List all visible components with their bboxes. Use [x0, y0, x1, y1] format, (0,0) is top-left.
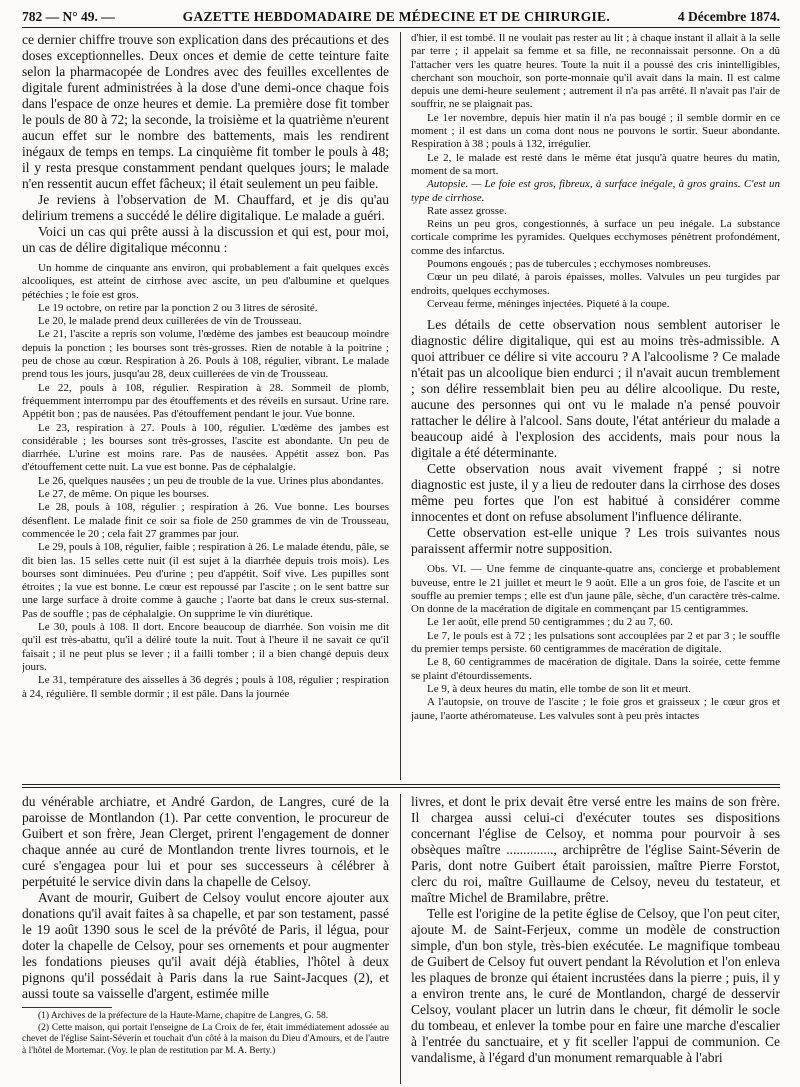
observation-line: Le 29, pouls à 108, régulier, faible ; respiration à 26. Le malade étendu, pâle, se dit bien las. 15 selles cette nuit (il est sujet à la diarrhée depuis trois mois). Les bourses sont diminuées. Peu d'urine ; peu d'appétit. Soif vive. Les pupilles sont étroites ; la vue est bonne. Le cœur est repoussé par l'ascite ; on le sent battre sur une large surface à droite comme à gauche ; l'aorte bat dans le creux sus-sternal. Pas de souffle ; pas de céphalalgie. On supprime le vin diurétique.	[22, 541, 389, 620]
paragraph: du vénérable archiatre, et André Gardon, de Langres, curé de la paroisse de Montlandon (1). Par cette convention, le procureur de Guibert et son frère, Jean Clerget, prirent l'engagement de donner chaque année au curé de Montlandon trente livres tournois, et le curé s'engagea pour lui et pour ses successeurs à célébrer à perpétuité le service divin dans la chapelle de Celsoy.	[22, 794, 389, 889]
paragraph: ce dernier chiffre trouve son explication dans des précautions et des doses exceptionnelles. Deux onces et demie de cette teinture faite selon la pharmacopée de Londres avec des feuilles excellentes de digitale furent administrées à la dose d'une demi-once chaque fois dans l'espace de onze heures et demie. La première dose fit tomber le pouls de 80 à 72; la seconde, la troisième et la quatrième n'eurent aucun effet sur le nombre des battements, mais les rendirent inégaux de temps en temps. La cinquième fit tomber le pouls à 48; il y resta presque constamment pendant quelques jours; le malade n'en ressentit aucun effet fâcheux; il était seulement un peu faible.	[22, 32, 389, 191]
feuilleton-rule	[22, 787, 780, 788]
observation-line: Le 19 octobre, on retire par la ponction 2 ou 3 litres de sérosité.	[38, 301, 318, 314]
paragraph: Cette observation est-elle unique ? Les trois suivantes nous paraissent affermir notre supposition.	[411, 525, 780, 557]
feuilleton-rule	[22, 784, 780, 785]
observation-line: Rate assez grosse.	[427, 204, 507, 217]
autopsy-line: Autopsie. — Le foie est gros, fibreux, à surface inégale, à gros grains. C'est un type de cirrhose.	[411, 178, 780, 204]
column-divider	[400, 794, 401, 1084]
observation-line: Le 1er novembre, depuis hier matin il n'a pas bougé ; il semble dormir en ce moment ; il est dans un coma dont nous ne pouvons le sortir. Sueur abondante. Respiration à 38 ; pouls à 132, irrégulier.	[411, 111, 780, 151]
observation-line: Poumons engoués ; pas de tubercules ; ecchymoses nombreuses.	[427, 258, 711, 271]
journal-title: GAZETTE HEBDOMADAIRE DE MÉDECINE ET DE CHIRURGIE.	[182, 9, 611, 24]
observation-line: Le 9, à deux heures du matin, elle tombe de son lit et meurt.	[427, 682, 691, 695]
paragraph: Les détails de cette observation nous semblent autoriser le diagnostic délire digitalique, qui est au moins très-admissible. A quoi attribuer ce délire si vite accouru ? A l'alcoolisme ? Ce malade n'était pas un alcoolique bien endurci ; il n'avait aucun tremblement ; son délire ressemblait bien peu au délire alcoolique. Du reste, aucune des personnes qui ont vu le malade n'a pensé pouvoir rattacher le délire à l'alcool. Sans doute, l'état antérieur du malade a beaucoup aidé à l'explosion des accidents, mais pour nous la digitale a été déterminante.	[411, 317, 780, 461]
bottom-right-column	[411, 794, 780, 1084]
observation-line: Le 20, le malade prend deux cuillerées de vin de Trousseau.	[38, 315, 302, 328]
observation-line: Le 26, quelques nausées ; un peu de trouble de la vue. Urines plus abondantes.	[38, 474, 384, 487]
column-divider	[400, 32, 401, 780]
newspaper-page	[22, 0, 780, 1087]
observation-line: Un homme de cinquante ans environ, qui probablement a fait quelques excès alcooliques, est atteint de cirrhose avec ascite, un peu d'albumine et quelques pétéchies ; le foie est gros.	[22, 262, 389, 301]
observation-line: Le 2, le malade est resté dans le même état jusqu'à quatre heures du matin, moment de sa mort.	[411, 151, 780, 177]
footnote: (2) Cette maison, qui portait l'enseigne de La Croix de fer, était immédiatement adossée au chevet de l'église Saint-Séverin et touchait d'un côté à la maison du Dieu d'Amours, et de l'autre à l'hôtel de Mortemar. (Voy. le plan de restitution par M. A. Berty.)	[22, 1022, 389, 1056]
paragraph: livres, et dont le prix devait être versé entre les mains de son frère. Il chargea aussi celui-ci d'exécuter toutes ses dispositions concernant l'église de Celsoy, et nomma pour pourvoir à ses obsèques maître .............., archiprêtre de l'église Saint-Séverin de Paris, dont notre Guibert était paroissien, maître Pierre Forstot, clerc du roi, maître Guillaume de Celsoy, neveu du testateur, et maître Michel de Bramilabre, prêtre.	[411, 794, 780, 905]
observation-block	[411, 32, 780, 311]
page-header	[22, 3, 780, 25]
paragraph: Je reviens à l'observation de M. Chauffard, et je dis qu'au delirium tremens a succédé le délire digitalique. Le malade a guéri.	[22, 192, 389, 223]
footnote-rule	[22, 1007, 112, 1008]
top-left-column	[22, 32, 389, 780]
observation-line: Le 23, respiration à 27. Pouls à 100, régulier. L'œdème des jambes est considérable ; les bourses sont très-grosses, l'ascite est abondante. Un peu de diarrhée. L'urine est moins rare. Pas de nausées. Appétit assez bon. Pas d'étouffement cette nuit. La vue est bonne. Pas de céphalalgie.	[22, 421, 389, 474]
observation-line: Le 27, de même. On pique les bourses.	[38, 488, 210, 501]
observation-line: Cerveau ferme, méninges injectées. Piqueté à la coupe.	[427, 297, 670, 310]
observation-line: Le 31, température des aisselles à 36 degrés ; pouls à 108, régulier ; respiration à 24, régulière. Il semble dormir ; il est pâle. Dans la journée	[22, 674, 389, 700]
observation-line: Le 28, pouls à 108, régulier ; respiration à 26. Vue bonne. Les bourses désenflent. Le malade finit ce soir sa fiole de 250 grammes de vin de Trousseau, commencée le 20 ; cela fait 27 grammes par jour.	[22, 501, 389, 540]
observation-line: Le 8, 60 centigrammes de macération de digitale. Dans la soirée, cette femme se plaint d'étourdissements.	[411, 656, 780, 682]
observation-vi-block	[411, 563, 780, 723]
observation-line: d'hier, il est tombé. Il ne voulait pas rester au lit ; à chaque instant il allait à la selle par terre ; il appelait sa femme et sa fille, ne reconnaissait personne. On a dû l'attacher vers les quatre heures. Toute la nuit il a poussé des cris inintelligibles, cherchant son mouchoir, son porte-monnaie qu'il avait dans la main. Il est calme depuis une demi-heure seulement ; autrement il n'a pas arrêté. Il n'avait pas l'air de souffrir, ne se plaignait pas.	[411, 32, 780, 111]
observation-line: Le 7, le pouls est à 72 ; les pulsations sont accouplées par 2 et par 3 ; le souffle du premier temps persiste. 60 centigrammes de macération de digitale.	[411, 629, 780, 656]
observation-line: Le 21, l'ascite a repris son volume, l'œdème des jambes est beaucoup moindre depuis la ponction ; les bourses sont très-grosses. Rien de notable à la poitrine ; peu de chose au cœur. Respiration à 26. Pouls à 108, régulier, vibrant. Le malade prend tous les jours, jusqu'au 28, deux cuillerées de vin de Trousseau.	[22, 328, 389, 381]
issue-date: 4 Décembre 1874.	[677, 9, 780, 24]
observation-line: Le 22, pouls à 108, régulier. Respiration à 28. Sommeil de plomb, fréquemment interrompu par des étouffements et des réveils en sursaut. Urine rare. Appétit bon ; pas de nausées. Pas d'étouffement pendant le jour. Vue bonne.	[22, 381, 389, 421]
paragraph: Cette observation nous avait vivement frappé ; si notre diagnostic est juste, il y a lieu de redouter dans la cirrhose des doses même peu fortes que l'on est habitué à considérer comme innocentes et dont on refuse absolument l'influence délirante.	[411, 461, 780, 525]
header-rule	[22, 27, 780, 28]
top-right-column	[411, 32, 780, 780]
page-number: 782 — N° 49. —	[22, 9, 115, 24]
paragraph: Voici un cas qui prête aussi à la discussion et qui est, pour moi, un cas de délire digitalique méconnu :	[22, 224, 389, 255]
observation-line: Le 30, pouls à 108. Il dort. Encore beaucoup de diarrhée. Son voisin me dit qu'il est très-abattu, qu'il a déliré toute la nuit. Tout à l'heure il ne savait ce qu'il faisait ; il ne peut plus se lever ; il a failli tomber ; il a bien changé depuis deux jours.	[22, 621, 389, 673]
paragraph: Telle est l'origine de la petite église de Celsoy, que l'on peut citer, ajoute M. de Saint-Ferjeux, comme un modèle de construction simple, d'un bon style, très-bien exécutée. Le magnifique tombeau de Guibert de Celsoy fut ouvert pendant la Révolution et l'on enleva les plaques de bronze qui étaient incrustées dans la pierre ; puis, il y a environ trente ans, le curé de Montlandon, chargé de desservir Celsoy, voulant placer un lutrin dans le chœur, fit démolir le socle du tombeau, et enlever la tombe pour en faire une marche d'escalier à l'entrée du sanctuaire, et y fit sceller l'appui de communion. Ce vandalisme, à l'égard d'un monument remarquable à l'abri	[411, 906, 780, 1065]
observation-line: A l'autopsie, on trouve de l'ascite ; le foie gros et graisseux ; le cœur gros et jaune, l'aorte athéromateuse. Les valvules sont à peu près intactes	[411, 696, 780, 722]
bottom-left-column	[22, 794, 389, 1084]
observation-line: Obs. VI. — Une femme de cinquante-quatre ans, concierge et probablement buveuse, entre le 21 juillet et meurt le 9 août. Elle a un gros foie, de l'ascite et un souffle au premier temps ; elle est d'un jaune pâle, sèche, d'un caractère très-calme. On donne de la macération de digitale en commençant par 15 centigrammes.	[411, 563, 780, 616]
observation-line: Le 1er août, elle prend 50 centigrammes ; du 2 au 7, 60.	[427, 616, 673, 629]
observation-line: Cœur un peu dilaté, à parois épaisses, molles. Valvules un peu turgides par endroits, quelques ecchymoses.	[411, 271, 780, 297]
footnote: (1) Archives de la préfecture de la Haute-Marne, chapitre de Langres, G. 58.	[38, 1011, 329, 1021]
paragraph: Avant de mourir, Guibert de Celsoy voulut encore ajouter aux donations qu'il avait faites à sa chapelle, et par son testament, passé le 19 août 1390 sous le scel de la prévôté de Paris, il légua, pour doter la chapelle de Celsoy, pour ses ornements et pour augmenter les fondations pieuses qu'il avait déjà établies, l'hôtel à deux pignons qu'il possédait à Paris dans la rue Saint-Jacques (2), et aussi toute sa vaisselle d'argent, estimée mille	[22, 890, 389, 1001]
observation-block	[22, 262, 389, 701]
observation-line: Reins un peu gros, congestionnés, à surface un peu inégale. La substance corticale comprime les pyramides. Quelques ecchymoses pénètrent profondément, comme des infarctus.	[411, 218, 780, 257]
